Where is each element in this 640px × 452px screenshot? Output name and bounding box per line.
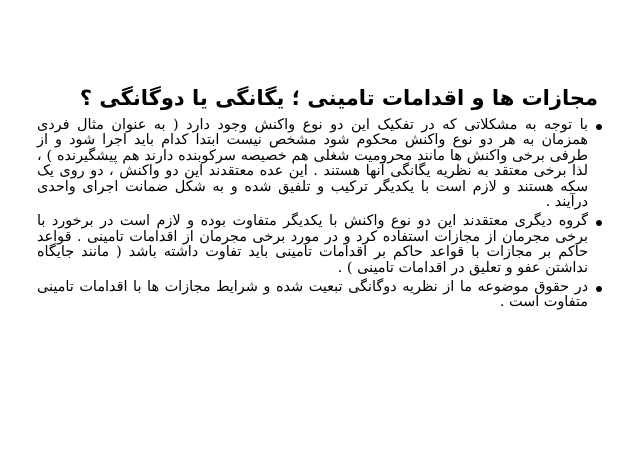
bullet-text: با توجه به مشکلاتی که در تفکیک این دو نوع واکنش وجود دارد ( به عنوان مثال فردی همزمان به هر دو نوع واکنش محکوم شود مشخص نیست ابتدا کدام باید اجرا شود و از طرفی برخی واکنش ها مانند محرومیت شغلی هم خصیصه سرکوبنده دارند هم پیشگیرنده ) ، لذا برخی معتقد به نظریه یگانگی آنها هستند . این عده معتقدند این دو واکنش ، دو روی یک سکه هستند و لازم است با یکدیگر ترکیب و تلفیق شده و به شکل ضمانت اجرای واحدی درآیند .	[37, 117, 588, 211]
bullet-text: گروه دیگری معتقدند این دو نوع واکنش با یکدیگر متفاوت بوده و لازم است در برخورد با برخی مجرمان از مجازات استفاده کرد و در مورد برخی مجرمان از اقدامات تامینی . قواعد حاکم بر مجازات با قواعد حاکم بر اقدامات تامینی باید تفاوت داشته باشد ( مانند جایگاه نداشتن عفو و تعلیق در اقدامات تامینی ) .	[37, 213, 588, 276]
bullet-dot-icon	[596, 286, 602, 292]
bullet-dot-icon	[596, 220, 602, 226]
bullet-text: در حقوق موضوعه ما از نظریه دوگانگی تبعیت شده و شرایط مجازات ها با اقدامات تامینی متفاوت است .	[37, 279, 588, 311]
bullet-item	[37, 118, 602, 210]
bullet-list	[37, 118, 602, 315]
slide-title: مجازات ها و اقدامات تامینی ؛ یگانگی یا دوگانگی ؟	[79, 86, 598, 110]
bullet-dot-icon	[596, 124, 602, 130]
bullet-item	[37, 214, 602, 276]
bullet-item	[37, 280, 602, 311]
